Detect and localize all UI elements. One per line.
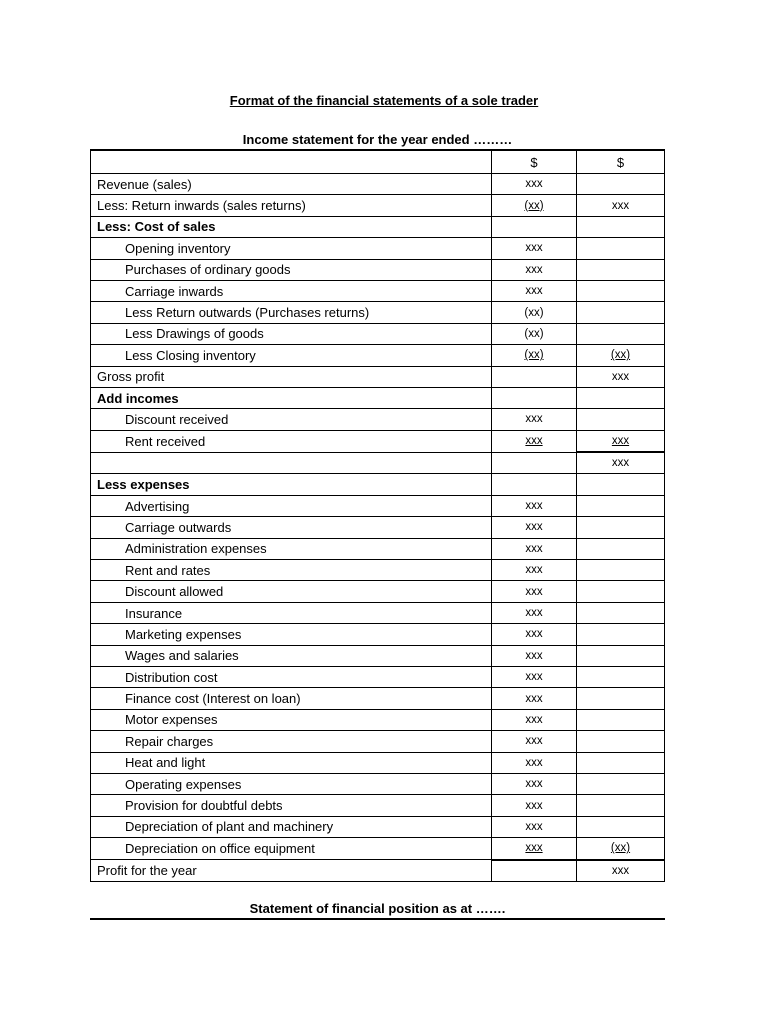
row-label-revenue: Revenue (sales) [91,174,492,195]
table-row [91,452,665,474]
table-row [91,688,665,709]
table-row [91,752,665,773]
table-row [91,602,665,623]
row-amount-col1: xxx [492,709,577,730]
row-amount-col1: xxx [492,409,577,430]
row-label-rent-received: Rent received [91,430,492,452]
row-label-return-outwards: Less Return outwards (Purchases returns) [91,302,492,323]
row-amount-col1: xxx [492,280,577,301]
table-row [91,860,665,882]
row-amount-col2 [577,688,665,709]
table-row [91,517,665,538]
income-statement-title: Income statement for the year ended ……… [242,132,513,147]
row-amount-col2 [577,259,665,280]
row-amount-col1 [492,216,577,237]
row-amount-col2 [577,709,665,730]
row-amount-col1: xxx [492,752,577,773]
row-label-discount-received: Discount received [91,409,492,430]
table-row [91,581,665,602]
financial-position-title: Statement of financial position as at ……. [249,901,506,916]
table-row [91,280,665,301]
row-amount-col1 [492,474,577,495]
row-amount-col1 [492,860,577,882]
table-row [91,474,665,495]
row-label-finance-cost: Finance cost (Interest on loan) [91,688,492,709]
row-amount-col1: (xx) [492,323,577,344]
row-amount-col2 [577,323,665,344]
table-row [91,795,665,816]
table-row [91,259,665,280]
row-label-purchases: Purchases of ordinary goods [91,259,492,280]
table-row [91,624,665,645]
row-amount-col1 [492,452,577,474]
row-amount-col2 [577,581,665,602]
row-label-provision-doubtful-debts: Provision for doubtful debts [91,795,492,816]
table-row [91,366,665,387]
row-amount-col1: xxx [492,688,577,709]
table-row [91,430,665,452]
row-amount-col2 [577,302,665,323]
row-amount-col2 [577,409,665,430]
row-amount-col1: xxx [492,430,577,452]
row-label-gross-profit: Gross profit [91,366,492,387]
row-label-depreciation-plant: Depreciation of plant and machinery [91,816,492,837]
row-label-wages-and-salaries: Wages and salaries [91,645,492,666]
row-label-insurance: Insurance [91,602,492,623]
row-amount-col1: xxx [492,645,577,666]
table-row [91,816,665,837]
row-label-carriage-outwards: Carriage outwards [91,517,492,538]
row-amount-col2 [577,645,665,666]
row-amount-col2 [577,752,665,773]
row-amount-col1: (xx) [492,345,577,366]
row-label-closing-inventory: Less Closing inventory [91,345,492,366]
row-amount-col2 [577,816,665,837]
row-label-return-inwards: Less: Return inwards (sales returns) [91,195,492,216]
row-amount-col2 [577,280,665,301]
row-amount-col1: xxx [492,517,577,538]
table-row [91,323,665,344]
row-amount-col1: (xx) [492,302,577,323]
row-amount-col2: xxx [577,195,665,216]
row-amount-col2 [577,517,665,538]
row-label-distribution-cost: Distribution cost [91,666,492,687]
table-row [91,345,665,366]
table-row [91,174,665,195]
row-label-discount-allowed: Discount allowed [91,581,492,602]
header-label-cell [91,150,492,174]
row-amount-col1 [492,366,577,387]
document-title: Format of the financial statements of a sole trader [229,93,539,108]
row-amount-col1: xxx [492,560,577,581]
table-row [91,560,665,581]
row-label-blank [91,452,492,474]
row-amount-col2 [577,602,665,623]
row-amount-col1: xxx [492,602,577,623]
header-dollar-col2: $ [577,150,665,174]
row-amount-col2 [577,538,665,559]
row-label-marketing-expenses: Marketing expenses [91,624,492,645]
table-row [91,773,665,794]
row-amount-col1: xxx [492,838,577,860]
row-amount-col1: xxx [492,624,577,645]
row-amount-col2 [577,666,665,687]
table-row [91,216,665,237]
row-amount-col2: xxx [577,860,665,882]
row-amount-col1: xxx [492,538,577,559]
row-amount-col1: xxx [492,174,577,195]
row-amount-col2: xxx [577,430,665,452]
row-label-carriage-inwards: Carriage inwards [91,280,492,301]
row-label-opening-inventory: Opening inventory [91,238,492,259]
row-label-operating-expenses: Operating expenses [91,773,492,794]
row-amount-col2 [577,495,665,516]
row-amount-col2: xxx [577,452,665,474]
table-row [91,645,665,666]
row-amount-col1: xxx [492,773,577,794]
row-label-drawings: Less Drawings of goods [91,323,492,344]
row-label-rent-and-rates: Rent and rates [91,560,492,581]
table-row [91,409,665,430]
section-heading-add-incomes: Add incomes [91,387,492,408]
row-amount-col1: xxx [492,259,577,280]
table-row [91,238,665,259]
table-row [91,302,665,323]
table-row [91,387,665,408]
row-amount-col1: xxx [492,731,577,752]
row-label-repair-charges: Repair charges [91,731,492,752]
row-amount-col1: xxx [492,238,577,259]
row-amount-col1: (xx) [492,195,577,216]
section-heading-less-expenses: Less expenses [91,474,492,495]
row-amount-col2 [577,216,665,237]
row-label-profit-for-year: Profit for the year [91,860,492,882]
section-divider [90,918,665,920]
row-label-motor-expenses: Motor expenses [91,709,492,730]
row-amount-col2 [577,560,665,581]
row-amount-col1: xxx [492,795,577,816]
row-label-advertising: Advertising [91,495,492,516]
row-amount-col1: xxx [492,581,577,602]
row-amount-col1: xxx [492,816,577,837]
table-row [91,195,665,216]
row-amount-col2 [577,174,665,195]
row-label-heat-and-light: Heat and light [91,752,492,773]
table-header-row [91,150,665,174]
row-label-administration-expenses: Administration expenses [91,538,492,559]
row-label-depreciation-office-equipment: Depreciation on office equipment [91,838,492,860]
row-amount-col2 [577,795,665,816]
row-amount-col2 [577,731,665,752]
row-amount-col2: (xx) [577,838,665,860]
table-row [91,538,665,559]
section-heading-cost-of-sales: Less: Cost of sales [91,216,492,237]
row-amount-col1: xxx [492,495,577,516]
row-amount-col2 [577,773,665,794]
income-statement-table [90,149,665,882]
row-amount-col2 [577,238,665,259]
row-amount-col2 [577,387,665,408]
row-amount-col2 [577,474,665,495]
table-row [91,666,665,687]
table-row [91,731,665,752]
header-dollar-col1: $ [492,150,577,174]
row-amount-col1 [492,387,577,408]
table-row [91,838,665,860]
table-row [91,495,665,516]
row-amount-col2: xxx [577,366,665,387]
table-row [91,709,665,730]
row-amount-col2 [577,624,665,645]
row-amount-col1: xxx [492,666,577,687]
row-amount-col2: (xx) [577,345,665,366]
